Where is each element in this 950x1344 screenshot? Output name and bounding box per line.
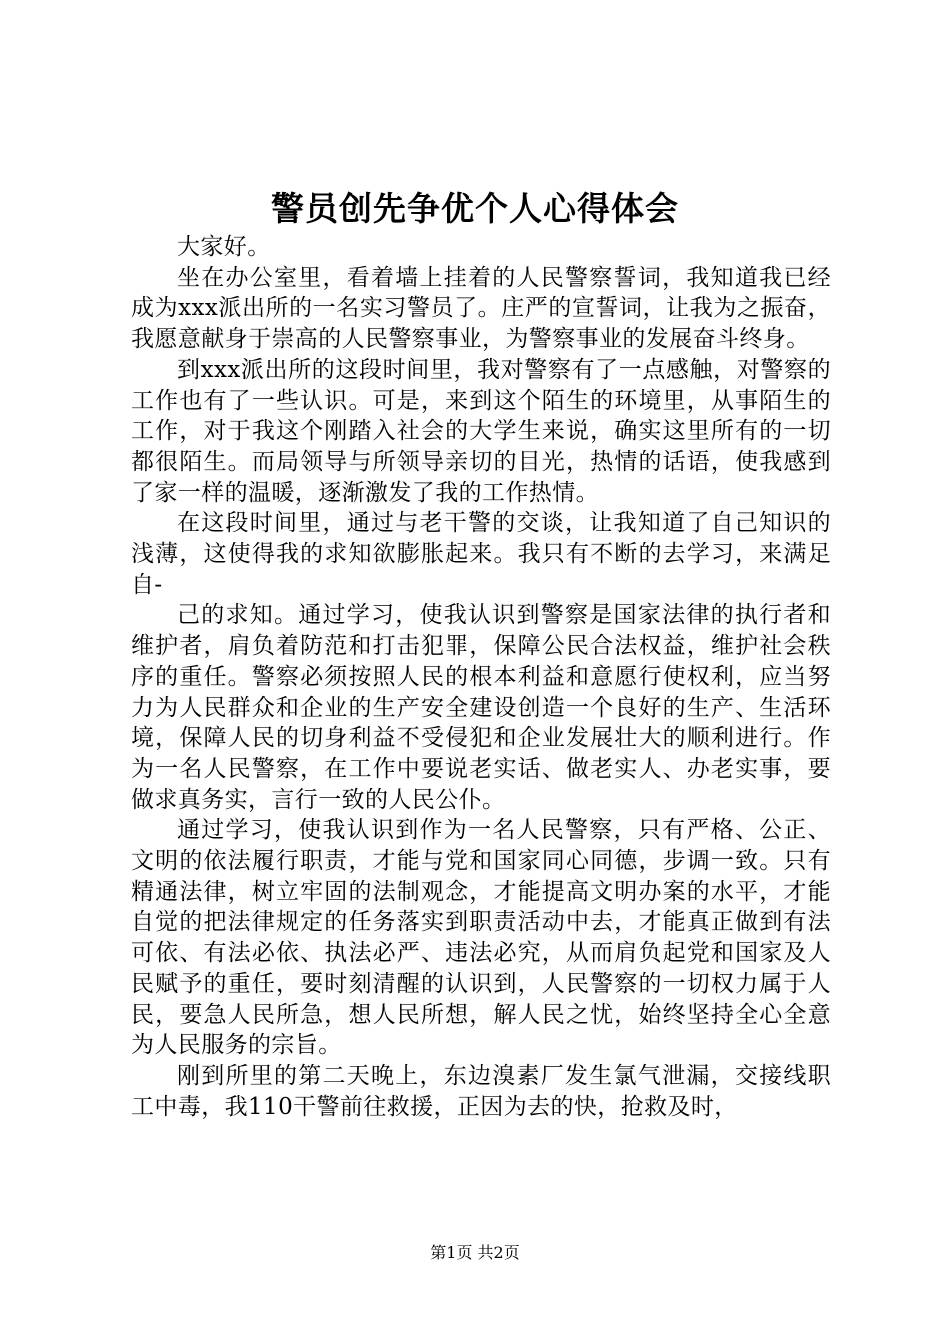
paragraph-learning: 在这段时间里，通过与老干警的交谈，让我知道了自己知识的浅薄，这使得我的求知欲膨胀起来。我只有不断的去学习，来满足自- xyxy=(131,510,831,598)
document-body xyxy=(131,232,831,1122)
paragraph-oath: 坐在办公室里，看着墙上挂着的人民警察誓词，我知道我已经成为xxx派出所的一名实习警员了。庄严的宣誓词，让我为之振奋，我愿意献身于崇高的人民警察事业，为警察事业的发展奋斗终身。 xyxy=(131,264,831,353)
paragraph-rescue: 刚到所里的第二天晚上，东边溴素厂发生氯气泄漏，交接线职工中毒，我110干警前往救援，正因为去的快，抢救及时， xyxy=(131,1062,831,1120)
paragraph-law-enforcement: 通过学习，使我认识到作为一名人民警察，只有严格、公正、文明的依法履行职责，才能与党和国家同心同德，步调一致。只有精通法律，树立牢固的法制观念，才能提高文明办案的水平，才能自觉的把法律规定的任务落实到职责活动中去，才能真正做到有法可依、有法必依、执法必严、违法必究，从而肩负起党和国家及人民赋予的重任，要时刻清醒的认识到，人民警察的一切权力属于人民，要急人民所急，想人民所想，解人民之忧，始终坚持全心全意为人民服务的宗旨。 xyxy=(131,817,831,1059)
document-title: 警员创先争优个人心得体会 xyxy=(271,189,679,228)
paragraph-impression: 到xxx派出所的这段时间里，我对警察有了一点感触，对警察的工作也有了一些认识。可是，来到这个陌生的环境里，从事陌生的工作，对于我这个刚踏入社会的大学生来说，确实这里所有的一切都很陌生。而局领导与所领导亲切的目光，热情的话语，使我感到了家一样的温暖，逐渐激发了我的工作热情。 xyxy=(131,356,831,506)
paragraph-police-duty: 己的求知。通过学习，使我认识到警察是国家法律的执行者和维护者，肩负着防范和打击犯罪，保障公民合法权益，维护社会秩序的重任。警察必须按照人民的根本利益和意愿行使权利，应当努力为人民群众和企业的生产安全建设创造一个良好的生产、生活环境，保障人民的切身利益不受侵犯和企业发展壮大的顺利进行。作为一名人民警察，在工作中要说老实话、做老实人、办老实事，要做求真务实，言行一致的人民公仆。 xyxy=(131,602,831,813)
page-footer: 第1页 共2页 xyxy=(430,1243,520,1262)
paragraph-greeting: 大家好。 xyxy=(177,234,271,260)
